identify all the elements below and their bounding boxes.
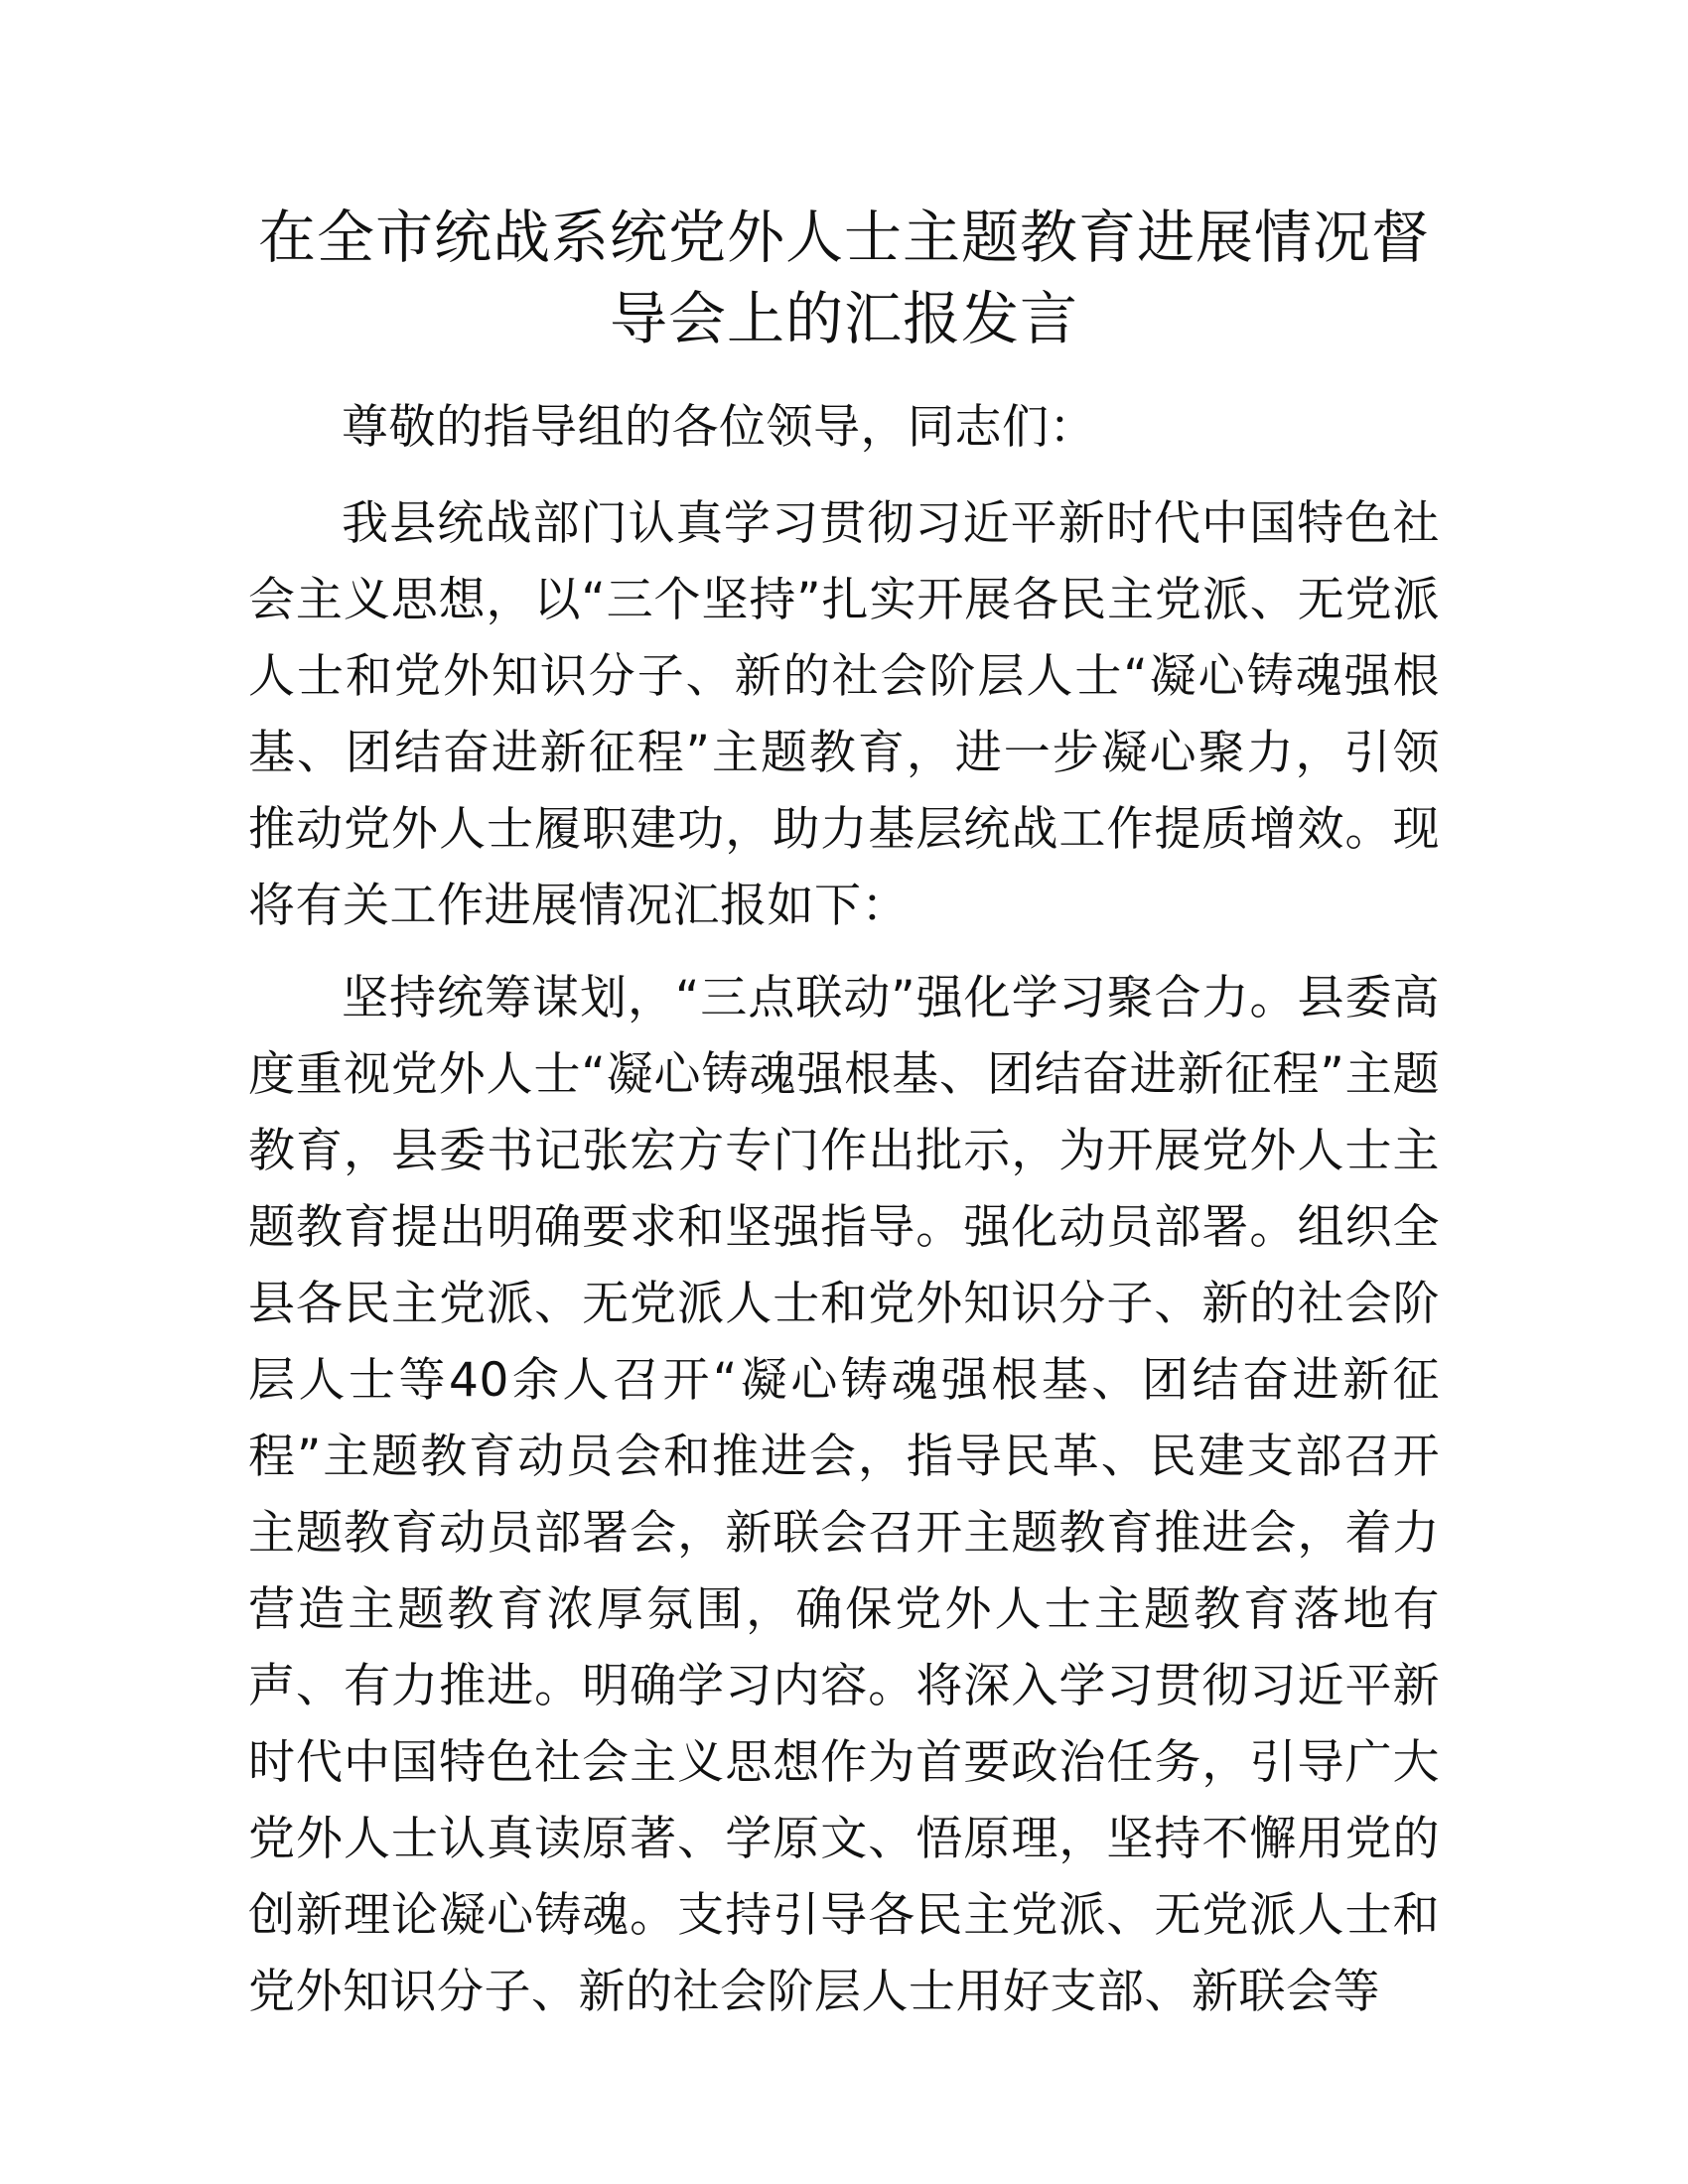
salutation: 尊敬的指导组的各位领导，同志们： bbox=[342, 400, 1096, 455]
paragraph-section-1: 坚持统筹谋划，“三点联动”强化学习聚合力。县委高度重视党外人士“凝心铸魂强根基、团结奋进新征程”主题教育，县委书记张宏方专门作出批示，为开展党外人士主题教育提出明确要求和坚强指导。强化动员部署。组织全县各民主党派、无党派人士和党外知识分子、新的社会阶层人士等40余人召开“凝心铸魂强根基、团结奋进新征程”主题教育动员会和推进会，指导民革、民建支部召开主题教育动员部署会，新联会召开主题教育推进会，着力营造主题教育浓厚氛围，确保党外人士主题教育落地有声、有力推进。明确学习内容。将深入学习贯彻习近平新时代中国特色社会主义思想作为首要政治任务，引导广大党外人士认真读原著、学原文、悟原理，坚持不懈用党的创新理论凝心铸魂。支持引导各民主党派、无党派人士和党外知识分子、新的社会阶层人士用好支部、新联会等 bbox=[248, 971, 1440, 2019]
document-title: 在全市统战系统党外人士主题教育进展情况督导会上的汇报发言 bbox=[257, 204, 1430, 352]
paragraph-intro: 我县统战部门认真学习贯彻习近平新时代中国特色社会主义思想，以“三个坚持”扎实开展各民主党派、无党派人士和党外知识分子、新的社会阶层人士“凝心铸魂强根基、团结奋进新征程”主题教育，进一步凝心聚力，引领推动党外人士履职建功，助力基层统战工作提质增效。现将有关工作进展情况汇报如下： bbox=[248, 496, 1440, 933]
document-body bbox=[248, 389, 1440, 2046]
